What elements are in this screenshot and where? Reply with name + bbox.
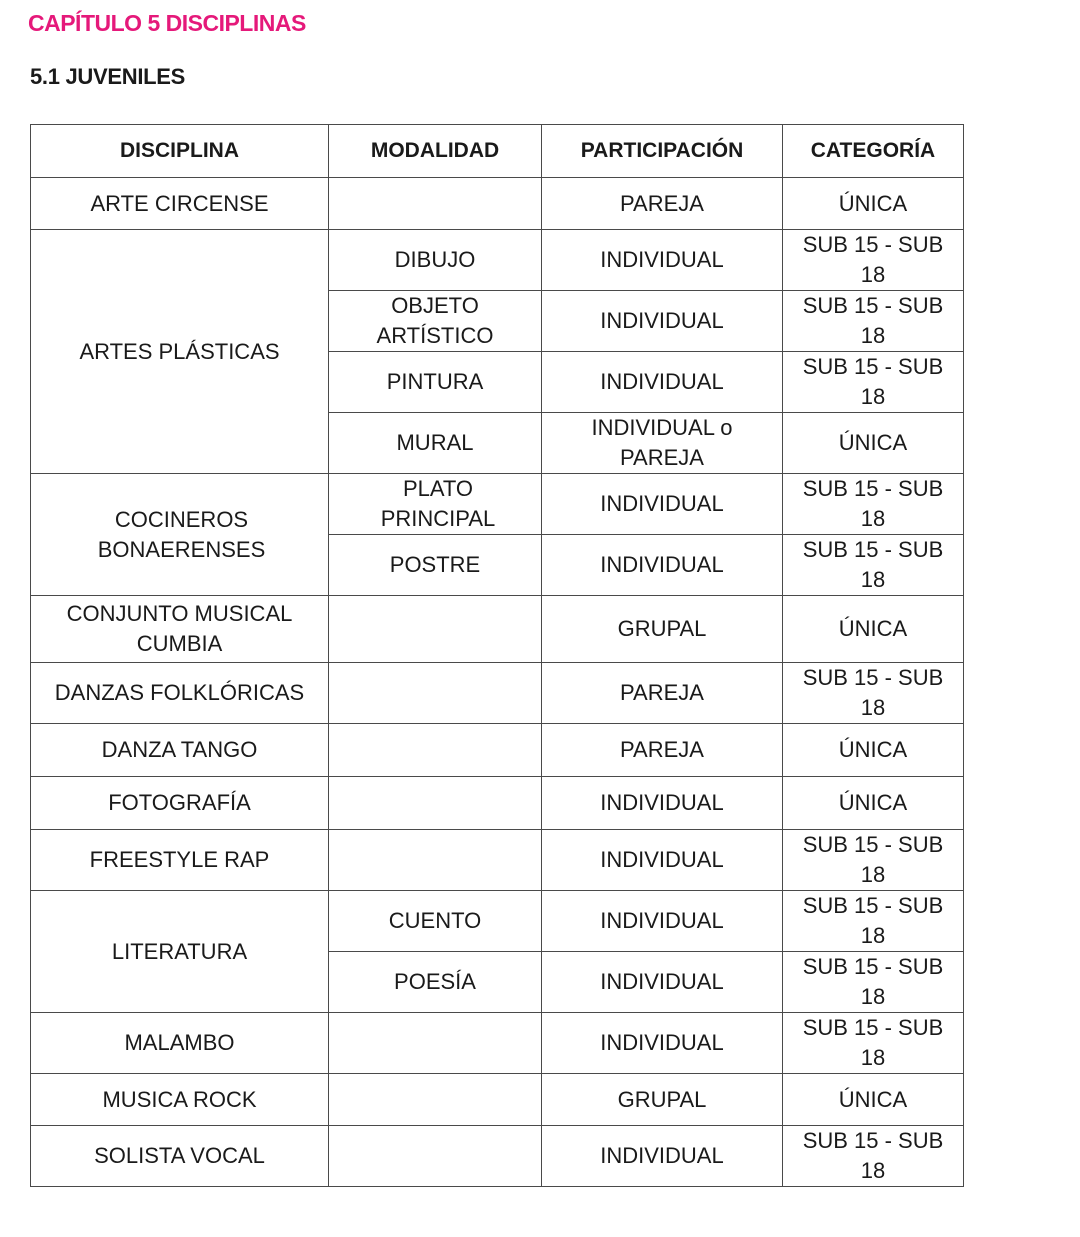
cell-categoria: SUB 15 - SUB 18	[783, 891, 964, 952]
cell-categoria: ÚNICA	[783, 1074, 964, 1126]
cell-disciplina: DANZA TANGO	[31, 724, 329, 777]
cell-categoria: ÚNICA	[783, 178, 964, 230]
cell-modalidad: PINTURA	[329, 352, 542, 413]
chapter-title: CAPÍTULO 5 DISCIPLINAS	[28, 10, 306, 36]
cell-modalidad	[329, 178, 542, 230]
cell-modalidad	[329, 596, 542, 663]
cell-modalidad: MURAL	[329, 413, 542, 474]
cell-participacion: INDIVIDUAL	[542, 952, 783, 1013]
cell-participacion: PAREJA	[542, 663, 783, 724]
cell-categoria: SUB 15 - SUB 18	[783, 663, 964, 724]
cell-disciplina: ARTE CIRCENSE	[31, 178, 329, 230]
table-row	[31, 1074, 964, 1126]
cell-modalidad	[329, 830, 542, 891]
table-row	[31, 777, 964, 830]
cell-disciplina: COCINEROS BONAERENSES	[31, 474, 329, 596]
table-row	[31, 178, 964, 230]
cell-disciplina: MUSICA ROCK	[31, 1074, 329, 1126]
cell-categoria: ÚNICA	[783, 596, 964, 663]
table-row	[31, 1013, 964, 1074]
cell-modalidad	[329, 1074, 542, 1126]
table-row	[31, 724, 964, 777]
cell-categoria: SUB 15 - SUB 18	[783, 830, 964, 891]
table-row	[31, 830, 964, 891]
cell-participacion: GRUPAL	[542, 596, 783, 663]
cell-participacion: INDIVIDUAL	[542, 891, 783, 952]
cell-modalidad	[329, 724, 542, 777]
cell-participacion: INDIVIDUAL	[542, 291, 783, 352]
cell-disciplina: MALAMBO	[31, 1013, 329, 1074]
cell-categoria: SUB 15 - SUB 18	[783, 1013, 964, 1074]
cell-modalidad: OBJETO ARTÍSTICO	[329, 291, 542, 352]
table-row	[31, 596, 964, 663]
cell-modalidad: DIBUJO	[329, 230, 542, 291]
table-row	[31, 663, 964, 724]
cell-categoria: SUB 15 - SUB 18	[783, 535, 964, 596]
cell-participacion: INDIVIDUAL o PAREJA	[542, 413, 783, 474]
cell-disciplina: FOTOGRAFÍA	[31, 777, 329, 830]
cell-modalidad	[329, 1013, 542, 1074]
cell-disciplina: FREESTYLE RAP	[31, 830, 329, 891]
cell-disciplina: LITERATURA	[31, 891, 329, 1013]
cell-participacion: INDIVIDUAL	[542, 230, 783, 291]
header-categoria: CATEGORÍA	[783, 125, 964, 178]
cell-categoria: ÚNICA	[783, 777, 964, 830]
header-modalidad: MODALIDAD	[329, 125, 542, 178]
table-row	[31, 230, 964, 291]
cell-modalidad: POSTRE	[329, 535, 542, 596]
cell-categoria: SUB 15 - SUB 18	[783, 1126, 964, 1187]
cell-participacion: PAREJA	[542, 178, 783, 230]
cell-modalidad: CUENTO	[329, 891, 542, 952]
disciplines-table	[30, 124, 964, 1187]
cell-categoria: ÚNICA	[783, 724, 964, 777]
cell-participacion: INDIVIDUAL	[542, 777, 783, 830]
table-row	[31, 1126, 964, 1187]
cell-participacion: INDIVIDUAL	[542, 1013, 783, 1074]
cell-modalidad	[329, 663, 542, 724]
cell-disciplina: ARTES PLÁSTICAS	[31, 230, 329, 474]
cell-modalidad: POESÍA	[329, 952, 542, 1013]
cell-participacion: INDIVIDUAL	[542, 1126, 783, 1187]
cell-participacion: PAREJA	[542, 724, 783, 777]
cell-participacion: INDIVIDUAL	[542, 830, 783, 891]
table-header-row	[31, 125, 964, 178]
cell-categoria: SUB 15 - SUB 18	[783, 474, 964, 535]
cell-disciplina: SOLISTA VOCAL	[31, 1126, 329, 1187]
cell-participacion: INDIVIDUAL	[542, 535, 783, 596]
cell-categoria: SUB 15 - SUB 18	[783, 352, 964, 413]
cell-categoria: SUB 15 - SUB 18	[783, 291, 964, 352]
header-participacion: PARTICIPACIÓN	[542, 125, 783, 178]
cell-participacion: INDIVIDUAL	[542, 474, 783, 535]
cell-categoria: SUB 15 - SUB 18	[783, 952, 964, 1013]
section-title: 5.1 JUVENILES	[30, 64, 186, 89]
cell-participacion: INDIVIDUAL	[542, 352, 783, 413]
cell-categoria: ÚNICA	[783, 413, 964, 474]
cell-disciplina: DANZAS FOLKLÓRICAS	[31, 663, 329, 724]
header-disciplina: DISCIPLINA	[31, 125, 329, 178]
cell-categoria: SUB 15 - SUB 18	[783, 230, 964, 291]
cell-modalidad	[329, 1126, 542, 1187]
table-row	[31, 891, 964, 952]
cell-participacion: GRUPAL	[542, 1074, 783, 1126]
table-row	[31, 474, 964, 535]
cell-disciplina: CONJUNTO MUSICAL CUMBIA	[31, 596, 329, 663]
cell-modalidad: PLATO PRINCIPAL	[329, 474, 542, 535]
cell-modalidad	[329, 777, 542, 830]
